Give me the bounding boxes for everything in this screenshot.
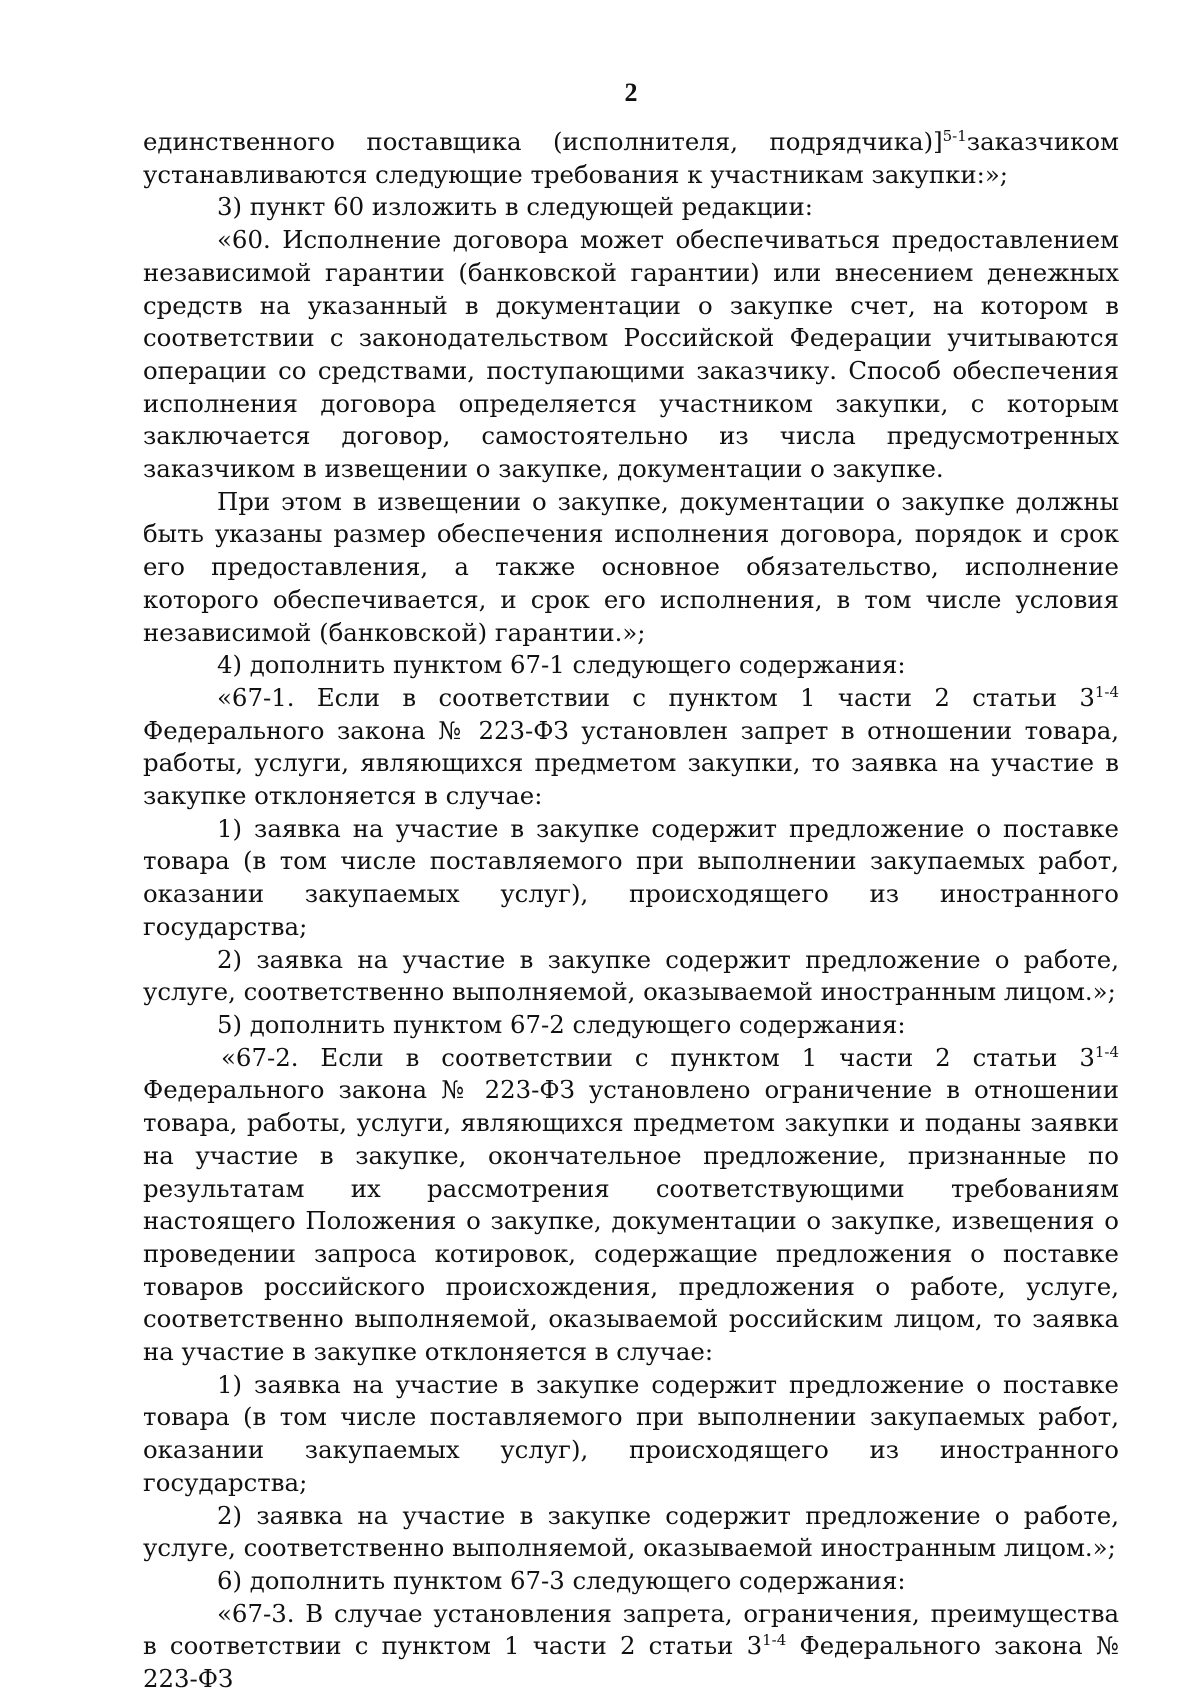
paragraph-2: 3) пункт 60 изложить в следующей редакции: [217, 192, 813, 222]
paragraph-6-superscript: 1-4 [1094, 682, 1119, 701]
paragraph-1 [143, 126, 1119, 191]
paragraph-13: 6) дополнить пунктом 67-3 следующего содержания: [217, 1565, 906, 1595]
paragraph-3: «60. Исполнение договора может обеспечиваться предоставлением независимой гарантии (банковской гарантии) или внесением денежных средств на указанный в документации о закупке счет, на котором в соответствии с законодательством Российской Федерации учитываются операции со средствами, поступающими заказчику. Способ обеспечения исполнения договора определяется участником закупки, с которым заключается договор, самостоятельно из числа предусмотренных заказчиком в извещении о закупке, документации о закупке. [143, 225, 1119, 484]
paragraph-14 [143, 1598, 1119, 1696]
paragraph-10-text: «67-2. Если в соответствии с пунктом 1 части 2 статьи 3 [221, 1042, 1095, 1072]
paragraph-6-text-cont: Федерального закона № 223-ФЗ установлен запрет в отношении товара, работы, услуги, являющихся предметом закупки, то заявка на участие в закупке отклоняется в случае: [143, 715, 1119, 811]
paragraph-8: 2) заявка на участие в закупке содержит предложение о работе, услуге, соответственно выполняемой, оказываемой иностранным лицом.»; [143, 944, 1119, 1007]
paragraph-7: 1) заявка на участие в закупке содержит предложение о поставке товара (в том числе поставляемого при выполнении закупаемых работ, оказании закупаемых услуг), происходящего из иностранного государства; [143, 813, 1119, 941]
paragraph-6-text: «67-1. Если в соответствии с пунктом 1 части 2 статьи 3 [217, 682, 1095, 712]
paragraph-4: При этом в извещении о закупке, документации о закупке должны быть указаны размер обеспечения исполнения договора, порядок и срок его предоставления, а также основное обязательство, исполнение которого обеспечивается, и срок его исполнения, в том числе условия независимой (банковской) гарантии.»; [143, 486, 1119, 647]
paragraph-14-text-cont: Федерального закона № 223-ФЗ [143, 1631, 1119, 1694]
paragraph-1-text-cont: заказчиком устанавливаются следующие требования к участникам закупки:»; [143, 127, 1119, 189]
page-number: 2 [624, 78, 638, 107]
paragraph-12: 2) заявка на участие в закупке содержит предложение о работе, услуге, соответственно выполняемой, оказываемой иностранным лицом.»; [143, 1500, 1119, 1563]
paragraph-10 [143, 1042, 1119, 1369]
paragraph-10-text-cont: Федерального закона № 223-ФЗ установлено ограничение в отношении товара, работы, услуги, являющихся предметом закупки и поданы заявки на участие в закупке, окончательное предложение, признанные по результатам их рассмотрения соответствующими требованиям настоящего Положения о закупке, документации о закупке, извещения о проведении запроса котировок, содержащие предложения о поставке товаров российского происхождения, предложения о работе, услуге, соответственно выполняемой, оказываемой российским лицом, то заявка на участие в закупке отклоняется в случае: [143, 1075, 1119, 1367]
document-page [143, 80, 1119, 1696]
paragraph-1-superscript: 5-1 [942, 127, 967, 145]
paragraph-9: 5) дополнить пунктом 67-2 следующего содержания: [217, 1009, 906, 1039]
paragraph-1-text: единственного поставщика (исполнителя, подрядчика)] [143, 127, 943, 156]
paragraph-5: 4) дополнить пунктом 67-1 следующего содержания: [217, 650, 906, 680]
paragraph-14-superscript: 1-4 [762, 1631, 787, 1650]
paragraph-10-superscript: 1-4 [1094, 1042, 1119, 1061]
paragraph-6 [143, 682, 1119, 813]
paragraph-11: 1) заявка на участие в закупке содержит предложение о поставке товара (в том числе поставляемого при выполнении закупаемых работ, оказании закупаемых услуг), происходящего из иностранного государства; [143, 1369, 1119, 1497]
paragraph-14-text: «67-3. В случае установления запрета, ограничения, преимущества в соответствии с пунктом 1 части 2 статьи 3 [143, 1598, 1119, 1661]
